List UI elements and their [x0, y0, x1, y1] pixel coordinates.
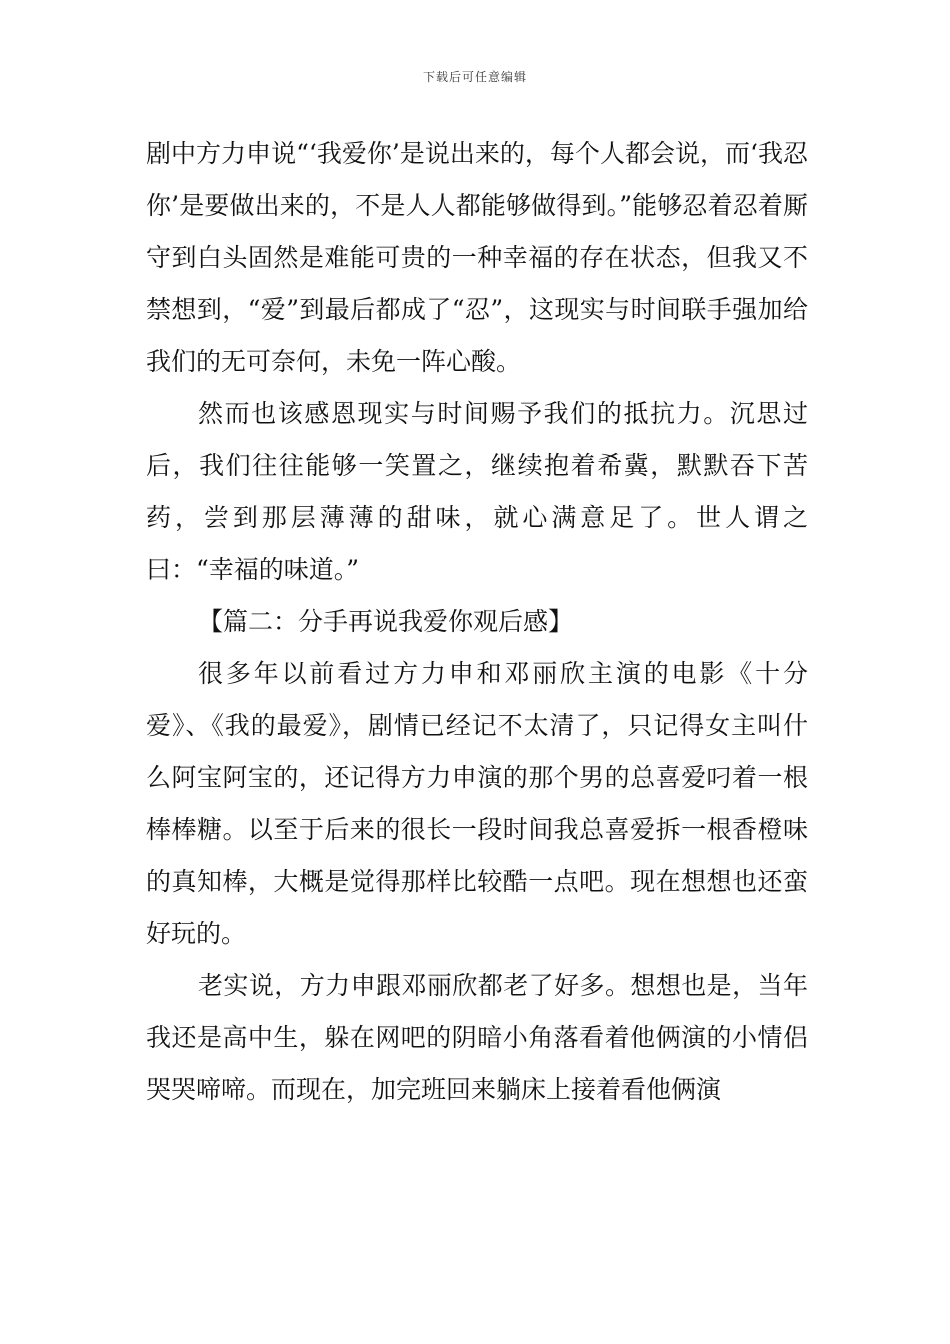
paragraph-2: 然而也该感恩现实与时间赐予我们的抵抗力。沉思过后，我们往往能够一笑置之，继续抱着希冀，默默吞下苦药，尝到那层薄薄的甜味，就心满意足了。世人谓之曰：“幸福的味道。” — [146, 399, 808, 584]
paragraph-3: 很多年以前看过方力申和邓丽欣主演的电影《十分爱》、《我的最爱》，剧情已经记不太清了，只记得女主叫什么阿宝阿宝的，还记得方力申演的那个男的总喜爱叼着一根棒棒糖。以至于后来的很长一段时间我总喜爱拆一根香橙味的真知棒，大概是觉得那样比较酷一点吧。现在想想也还蛮好玩的。 — [146, 659, 808, 948]
paragraph-1: 剧中方力申说“‘我爱你’是说出来的，每个人都会说，而‘我忍你’是要做出来的，不是人人都能够做得到。”能够忍着忍着厮守到白头固然是难能可贵的一种幸福的存在状态，但我又不禁想到，“爱”到最后都成了“忍”，这现实与时间联手强加给我们的无可奈何，未免一阵心酸。 — [146, 139, 808, 376]
header-note: 下载后可任意编辑 — [422, 70, 527, 84]
section-heading: 【篇二：分手再说我爱你观后感】 — [198, 607, 574, 636]
document-body — [146, 128, 808, 1116]
paragraph-4: 老实说，方力申跟邓丽欣都老了好多。想想也是，当年我还是高中生，躲在网吧的阴暗小角落看着他俩演的小情侣哭哭啼啼。而现在，加完班回来躺床上接着看他俩演 — [146, 971, 808, 1104]
